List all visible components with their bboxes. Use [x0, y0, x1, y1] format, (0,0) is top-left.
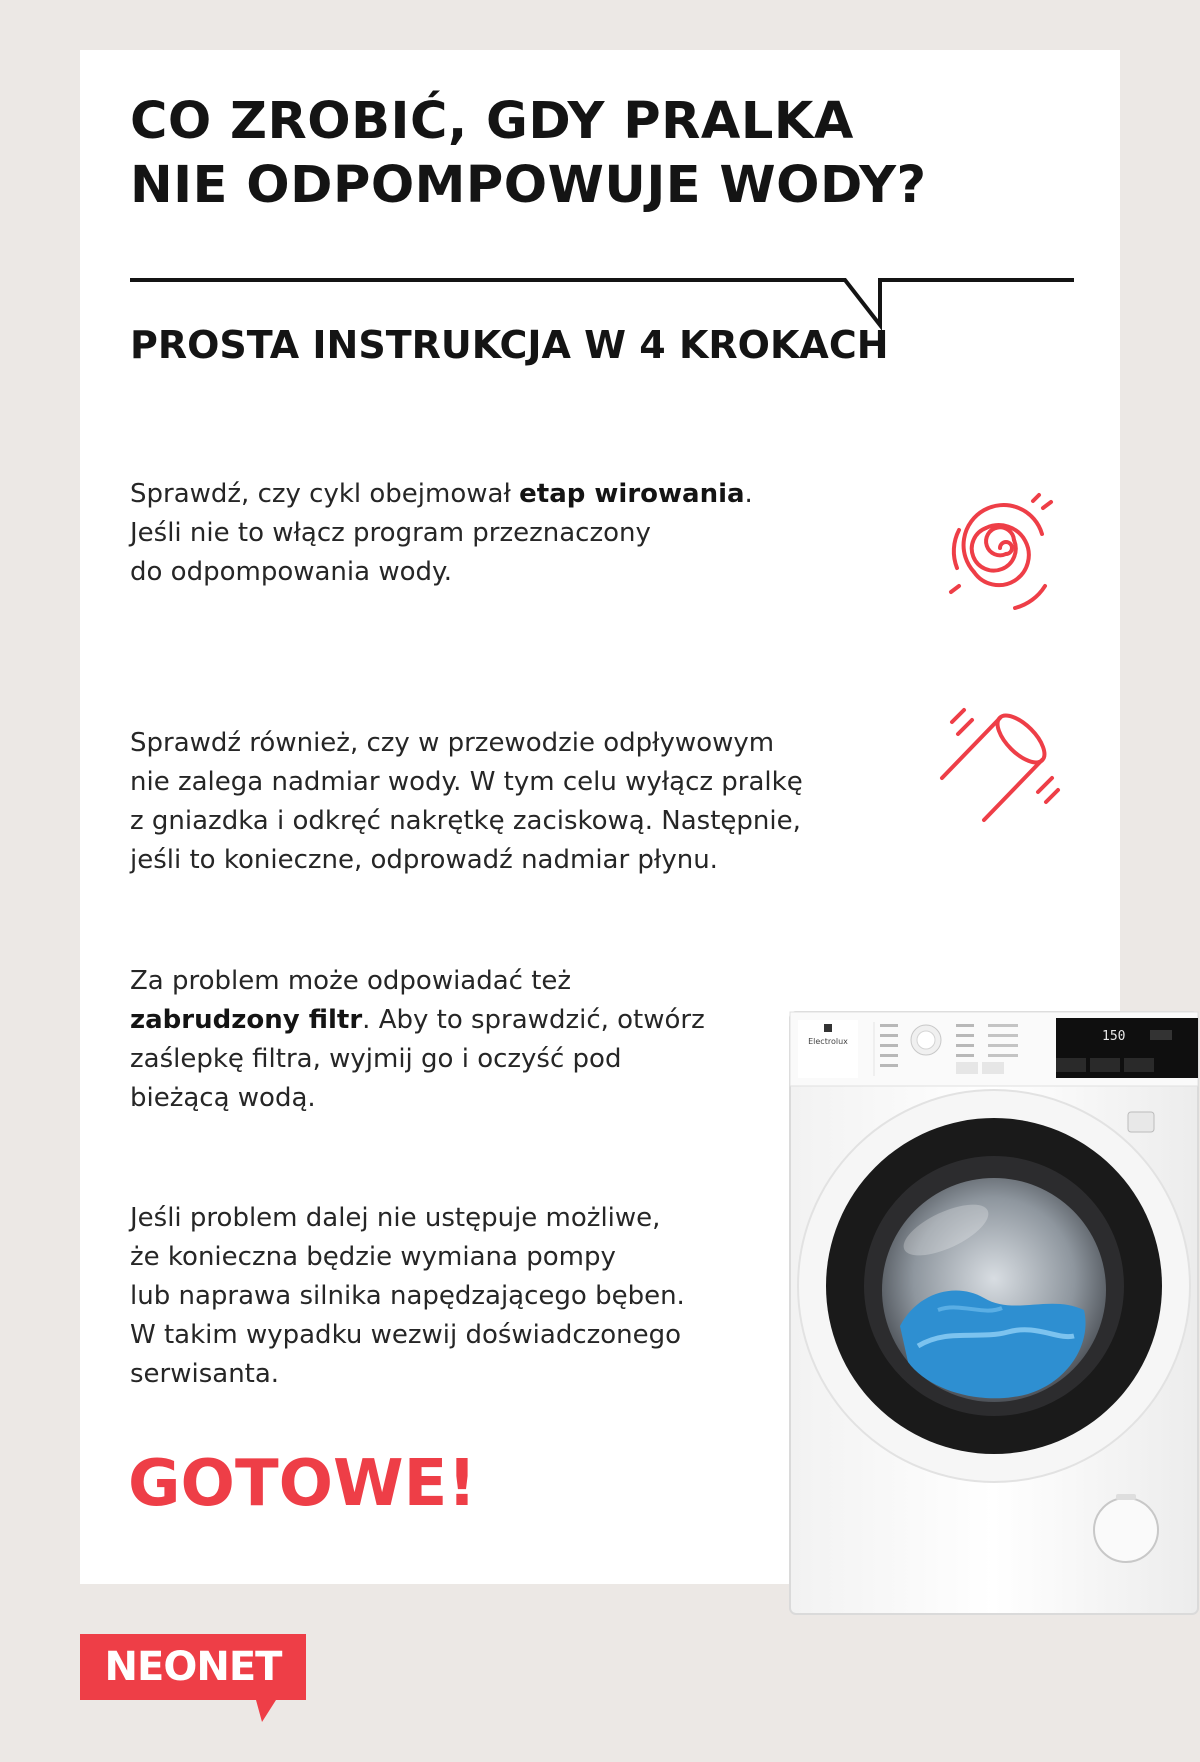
step-1-highlight: etap wirowania: [519, 479, 745, 509]
step-3-highlight: zabrudzony filtr: [130, 1005, 363, 1035]
step-1-text: Sprawdź, czy cykl obejmował etap wirowania. Jeśli nie to włącz program przeznaczony do odpompowania wody.: [130, 479, 753, 587]
neonet-logo-text: NEONET: [104, 1644, 282, 1690]
subtitle: PROSTA INSTRUKCJA W 4 KROKACH: [130, 323, 889, 367]
spiral-icon: [935, 486, 1065, 616]
washer-brand-label: Electrolux: [808, 1037, 848, 1046]
title-line-1: CO ZROBIĆ, GDY PRALKA: [130, 92, 854, 151]
step-2-text: Sprawdź również, czy w przewodzie odpływowym nie zalega nadmiar wody. W tym celu wyłącz pralkę z gniazdka i odkręć nakrętkę zaciskową. Następnie, jeśli to konieczne, odprowadź nadmiar płynu.: [130, 728, 803, 875]
drain-pipe-icon: [938, 706, 1068, 826]
done-label: GOTOWE!: [128, 1447, 477, 1521]
step-4-text: Jeśli problem dalej nie ustępuje możliwe, że konieczna będzie wymiana pompy lub naprawa silnika napędzającego bęben. W takim wypadku wezwij doświadczonego serwisanta.: [130, 1203, 685, 1389]
page-title: [130, 90, 1070, 218]
speech-bubble-underline: [130, 220, 1074, 330]
washer-display-value: 150: [1102, 1029, 1126, 1044]
step-3-text: Za problem może odpowiadać też zabrudzony filtr. Aby to sprawdzić, otwórz zaślepkę filtra, wyjmij go i oczyść pod bieżącą wodą.: [130, 966, 705, 1113]
title-line-2: NIE ODPOMPOWUJE WODY?: [130, 156, 927, 215]
washing-machine-image: [788, 1010, 1200, 1616]
